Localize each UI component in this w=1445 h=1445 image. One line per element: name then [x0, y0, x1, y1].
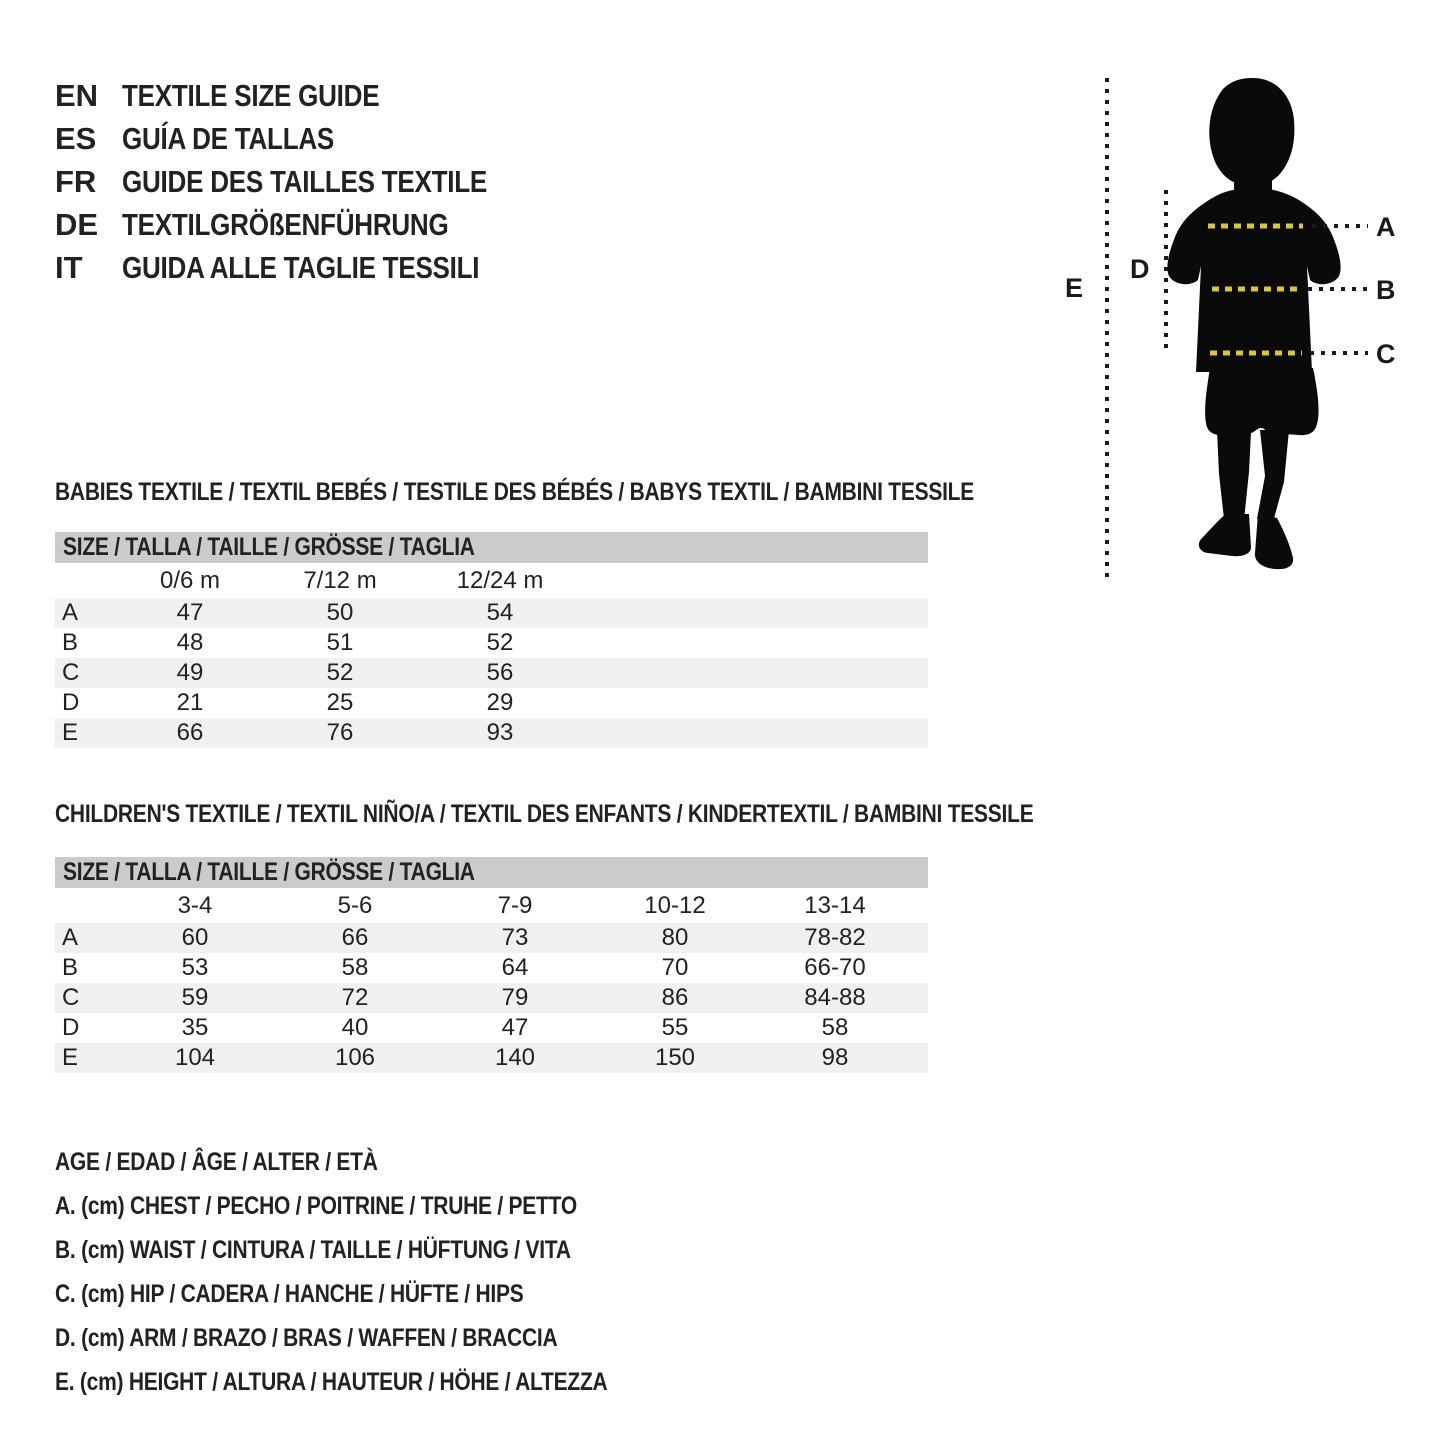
column-header: 7/12 m: [303, 566, 377, 594]
table-cell: 79: [501, 984, 529, 1011]
table-cell: 54: [486, 599, 514, 626]
language-code: DE: [55, 206, 99, 242]
figure-label-d: D: [1130, 254, 1150, 284]
legend-line-hip: C. (cm) HIP / CADERA / HANCHE / HÜFTE / HIPS: [55, 1279, 524, 1308]
row-label: D: [62, 689, 80, 716]
language-row: [55, 74, 557, 117]
babies-column-header-row: [55, 563, 928, 598]
language-row: [55, 160, 557, 203]
table-cell: 72: [341, 984, 369, 1011]
table-row: [55, 628, 928, 658]
row-label: A: [62, 599, 79, 626]
row-label: E: [62, 719, 79, 746]
children-section-heading: CHILDREN'S TEXTILE / TEXTIL NIÑO/A / TEXTIL DES ENFANTS / KINDERTEXTIL / BAMBINI TESSILE: [55, 799, 1034, 828]
table-cell: 64: [501, 954, 529, 981]
column-header: 7-9: [497, 891, 533, 919]
table-cell: 93: [486, 719, 514, 746]
guide-title: TEXTILGRÖßENFÜHRUNG: [122, 206, 449, 242]
table-cell: 104: [174, 1044, 216, 1071]
table-cell: 78-82: [804, 924, 866, 951]
table-cell: 84-88: [804, 984, 866, 1011]
table-cell: 70: [661, 954, 689, 981]
guide-title: TEXTILE SIZE GUIDE: [122, 77, 380, 113]
language-title-block: [55, 74, 557, 289]
table-row: [55, 953, 928, 983]
language-code: EN: [55, 77, 99, 113]
figure-label-e: E: [1065, 273, 1084, 303]
table-cell: 76: [326, 719, 354, 746]
table-cell: 56: [486, 659, 514, 686]
row-label: C: [62, 984, 80, 1011]
language-code: IT: [55, 249, 83, 285]
column-header: 10-12: [644, 891, 706, 919]
column-header: 5-6: [337, 891, 373, 919]
column-header: 0/6 m: [159, 566, 221, 594]
table-cell: 29: [486, 689, 514, 716]
table-cell: 47: [176, 599, 204, 626]
legend-line-arm: D. (cm) ARM / BRAZO / BRAS / WAFFEN / BRACCIA: [55, 1323, 558, 1352]
language-row: [55, 246, 557, 289]
language-code: ES: [55, 120, 97, 156]
table-cell: 55: [661, 1014, 689, 1041]
guide-title: GUIDE DES TAILLES TEXTILE: [122, 163, 488, 199]
size-header-bar: SIZE / TALLA / TAILLE / GRÖSSE / TAGLIA: [55, 857, 928, 888]
child-silhouette: [1167, 78, 1340, 569]
guide-title: GUÍA DE TALLAS: [122, 120, 335, 156]
row-label: B: [62, 629, 79, 656]
figure-label-a: A: [1376, 212, 1396, 242]
table-cell: 80: [661, 924, 689, 951]
size-header-bar: SIZE / TALLA / TAILLE / GRÖSSE / TAGLIA: [55, 532, 928, 563]
children-size-table: [55, 857, 928, 1073]
table-cell: 52: [326, 659, 354, 686]
table-row: [55, 923, 928, 953]
babies-section-heading: BABIES TEXTILE / TEXTIL BEBÉS / TESTILE DES BÉBÉS / BABYS TEXTIL / BAMBINI TESSILE: [55, 477, 975, 506]
table-cell: 140: [494, 1044, 536, 1071]
table-cell: 60: [181, 924, 209, 951]
table-cell: 48: [176, 629, 204, 656]
column-header: 13-14: [804, 891, 866, 919]
measurement-legend: [55, 1140, 713, 1404]
table-row: [55, 658, 928, 688]
table-cell: 52: [486, 629, 514, 656]
row-label: B: [62, 954, 79, 981]
table-cell: 66: [341, 924, 369, 951]
table-row: [55, 1013, 928, 1043]
table-cell: 73: [501, 924, 529, 951]
legend-line-waist: B. (cm) WAIST / CINTURA / TAILLE / HÜFTUNG / VITA: [55, 1235, 571, 1264]
language-row: [55, 117, 557, 160]
column-header: 12/24 m: [456, 566, 544, 594]
table-row: [55, 598, 928, 628]
guide-title: GUIDA ALLE TAGLIE TESSILI: [122, 249, 480, 285]
legend-line-chest: A. (cm) CHEST / PECHO / POITRINE / TRUHE / PETTO: [55, 1191, 577, 1220]
legend-line-age: AGE / EDAD / ÂGE / ALTER / ETÀ: [55, 1147, 378, 1176]
row-label: D: [62, 1014, 80, 1041]
table-cell: 25: [326, 689, 354, 716]
table-cell: 40: [341, 1014, 369, 1041]
table-cell: 66-70: [804, 954, 866, 981]
figure-label-b: B: [1376, 275, 1396, 305]
row-label: C: [62, 659, 80, 686]
table-cell: 59: [181, 984, 209, 1011]
figure-label-c: C: [1376, 339, 1396, 369]
table-cell: 106: [334, 1044, 376, 1071]
table-cell: 47: [501, 1014, 529, 1041]
children-column-header-row: [55, 888, 928, 923]
table-cell: 66: [176, 719, 204, 746]
table-cell: 51: [326, 629, 354, 656]
table-row: [55, 718, 928, 748]
table-row: [55, 983, 928, 1013]
table-row: [55, 688, 928, 718]
column-header: 3-4: [177, 891, 213, 919]
table-cell: 49: [176, 659, 204, 686]
table-row: [55, 1043, 928, 1073]
table-cell: 50: [326, 599, 354, 626]
child-silhouette-figure: [1060, 70, 1400, 590]
table-cell: 58: [821, 1014, 849, 1041]
table-cell: 35: [181, 1014, 209, 1041]
table-cell: 58: [341, 954, 369, 981]
babies-size-table: [55, 532, 928, 748]
table-cell: 150: [654, 1044, 696, 1071]
table-cell: 86: [661, 984, 689, 1011]
row-label: A: [62, 924, 79, 951]
table-cell: 21: [176, 689, 204, 716]
language-code: FR: [55, 163, 97, 199]
legend-line-height: E. (cm) HEIGHT / ALTURA / HAUTEUR / HÖHE / ALTEZZA: [55, 1367, 608, 1396]
table-cell: 98: [821, 1044, 849, 1071]
language-row: [55, 203, 557, 246]
row-label: E: [62, 1044, 79, 1071]
table-cell: 53: [181, 954, 209, 981]
